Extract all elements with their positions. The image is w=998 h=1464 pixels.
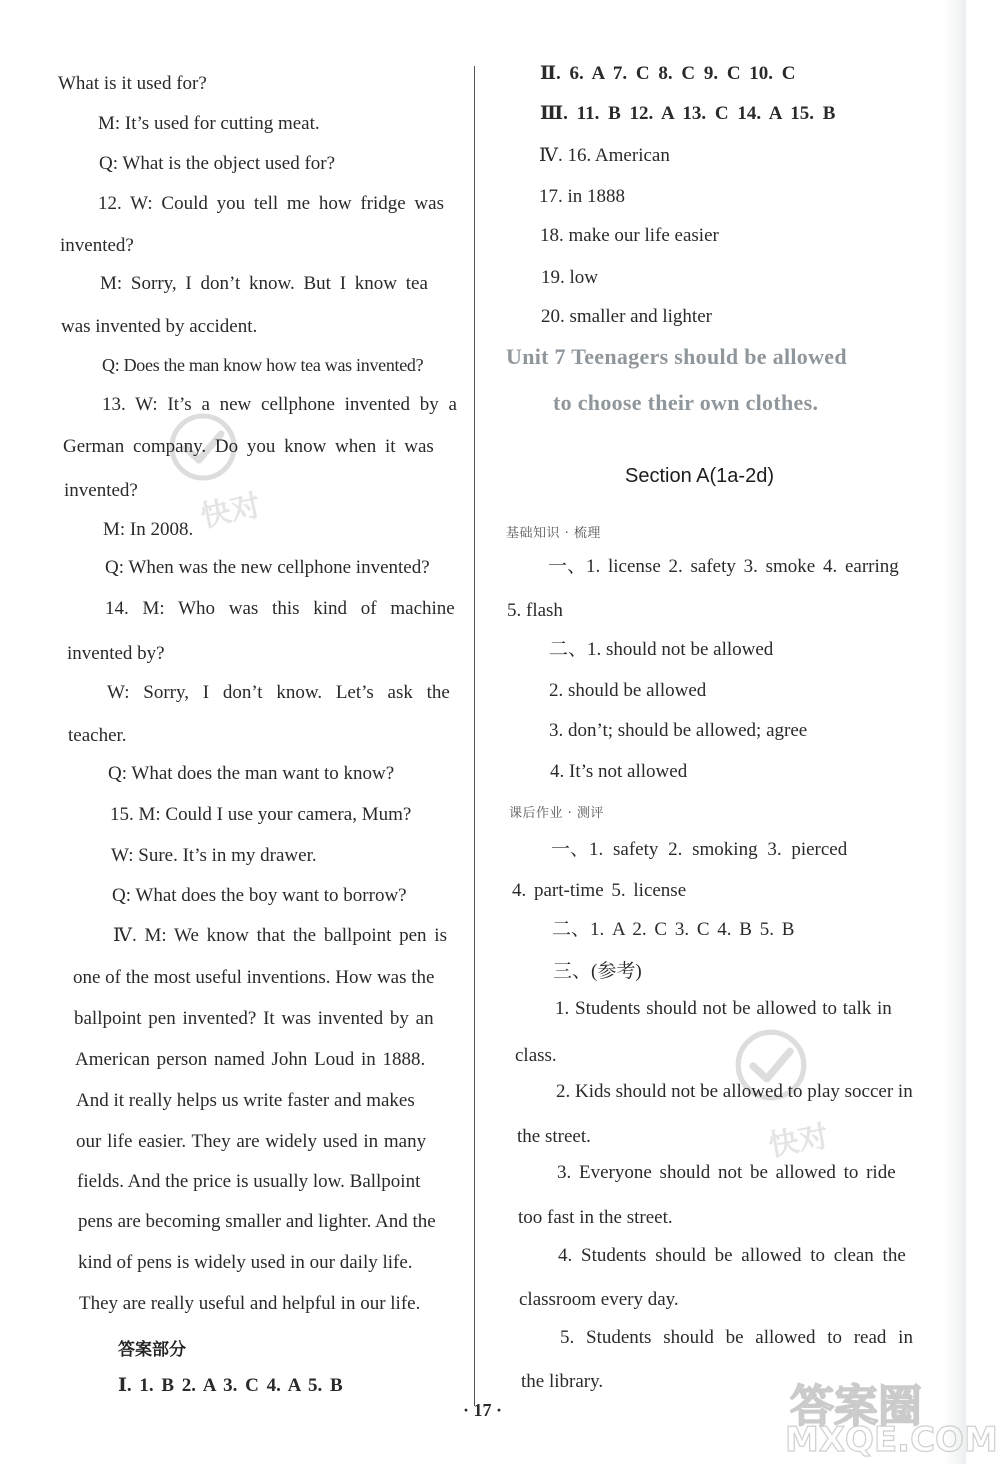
text-line: M: Sorry, I don’t know. But I know tea: [100, 273, 428, 294]
answer-line: Ⅳ. 16. American: [539, 145, 670, 166]
unit-title: Unit 7 Teenagers should be allowed: [506, 344, 847, 369]
unit-title-continued: to choose their own clothes.: [553, 390, 819, 415]
text-line: 12. W: Could you tell me how fridge was: [98, 193, 444, 214]
column-divider: [474, 66, 475, 1406]
text-line: W: Sure. It’s in my drawer.: [111, 845, 317, 866]
answer-line: the library.: [521, 1371, 604, 1392]
page-edge-shadow: [944, 0, 966, 1464]
answer-line: Ⅲ. 11. B 12. A 13. C 14. A 15. B: [540, 103, 836, 124]
check-watermark-icon: [168, 412, 238, 482]
section-heading: Section A(1a-2d): [625, 465, 774, 487]
text-line: 15. M: Could I use your camera, Mum?: [110, 804, 412, 825]
answer-line: 2. should be allowed: [549, 680, 707, 701]
answer-line: classroom every day.: [519, 1289, 679, 1310]
answer-line: 17. in 1888: [539, 186, 626, 207]
answer-line: the street.: [517, 1126, 591, 1147]
answer-line: 4. part-time 5. license: [512, 880, 687, 901]
text-line: 13. W: It’s a new cellphone invented by a: [102, 394, 457, 415]
text-line: American person named John Loud in 1888.: [75, 1049, 426, 1070]
text-line: What is it used for?: [58, 73, 207, 94]
text-line: fields. And the price is usually low. Ballpoint: [77, 1171, 421, 1192]
text-line: German company. Do you know when it was: [63, 436, 434, 457]
answer-line: 二、1. should not be allowed: [549, 639, 774, 660]
text-line: kind of pens is widely used in our daily life.: [78, 1252, 413, 1273]
kuaidui-watermark: 快对: [766, 1119, 832, 1164]
answer-line: 一、1. license 2. safety 3. smoke 4. earring: [548, 556, 899, 577]
text-line: Q: What does the boy want to borrow?: [112, 885, 407, 906]
text-line: 14. M: Who was this kind of machine: [105, 598, 455, 619]
text-line: Ⅳ. M: We know that the ballpoint pen is: [113, 925, 447, 946]
text-line: Q: What does the man want to know?: [108, 763, 395, 784]
text-line: teacher.: [68, 725, 127, 746]
answer-line: 5. flash: [507, 600, 563, 621]
kuaidui-watermark: 快对: [197, 488, 264, 535]
answer-line: 1. Students should not be allowed to talk in: [555, 998, 892, 1019]
answer-line: 2. Kids should not be allowed to play soccer in: [556, 1081, 913, 1102]
text-line: M: In 2008.: [103, 519, 194, 540]
answer-line: too fast in the street.: [518, 1207, 673, 1228]
answer-line: 3. don’t; should be allowed; agree: [549, 720, 808, 741]
text-line: invented?: [60, 235, 134, 256]
text-line: They are really useful and helpful in our life.: [79, 1293, 421, 1314]
answer-line: 20. smaller and lighter: [541, 306, 712, 327]
text-line: was invented by accident.: [61, 316, 258, 337]
subsection-tag: 基础知识 · 梳理: [506, 526, 601, 541]
text-line: Q: Does the man know how tea was invented?: [102, 355, 424, 375]
text-line: And it really helps us write faster and makes: [76, 1090, 415, 1111]
answer-line: 一、1. safety 2. smoking 3. pierced: [551, 839, 848, 860]
check-watermark-icon: [734, 1028, 808, 1102]
answers-heading: 答案部分: [118, 1340, 186, 1360]
answer-line: Ⅰ. 1. B 2. A 3. C 4. A 5. B: [118, 1375, 343, 1396]
answer-line: 18. make our life easier: [540, 225, 719, 246]
answer-line: Ⅱ. 6. A 7. C 8. C 9. C 10. C: [540, 63, 796, 84]
answer-line: 19. low: [541, 267, 598, 288]
text-line: invented?: [64, 480, 138, 501]
text-line: ballpoint pen invented? It was invented by an: [74, 1008, 434, 1029]
subsection-tag: 课后作业 · 测评: [509, 806, 604, 821]
text-line: one of the most useful inventions. How was the: [73, 967, 435, 988]
answer-line: 4. Students should be allowed to clean the: [558, 1245, 906, 1266]
answer-line: class.: [515, 1045, 557, 1066]
answer-line: 3. Everyone should not be allowed to ride: [557, 1162, 896, 1183]
answer-line: 三、(参考): [553, 961, 642, 982]
text-line: Q: When was the new cellphone invented?: [105, 557, 430, 578]
answer-line: 二、1. A 2. C 3. C 4. B 5. B: [552, 919, 795, 940]
text-line: invented by?: [67, 643, 165, 664]
text-line: M: It’s used for cutting meat.: [98, 113, 320, 134]
site-logo-watermark: 答案圈: [790, 1381, 922, 1432]
text-line: W: Sorry, I don’t know. Let’s ask the: [107, 682, 450, 703]
text-line: Q: What is the object used for?: [99, 153, 336, 174]
text-line: pens are becoming smaller and lighter. And the: [78, 1211, 436, 1232]
answer-line: 5. Students should be allowed to read in: [560, 1327, 913, 1348]
answer-line: 4. It’s not allowed: [550, 761, 688, 782]
page-number: · 17 ·: [463, 1400, 503, 1420]
site-url-watermark: MXQE.COM: [785, 1420, 998, 1460]
text-line: our life easier. They are widely used in many: [76, 1131, 427, 1152]
